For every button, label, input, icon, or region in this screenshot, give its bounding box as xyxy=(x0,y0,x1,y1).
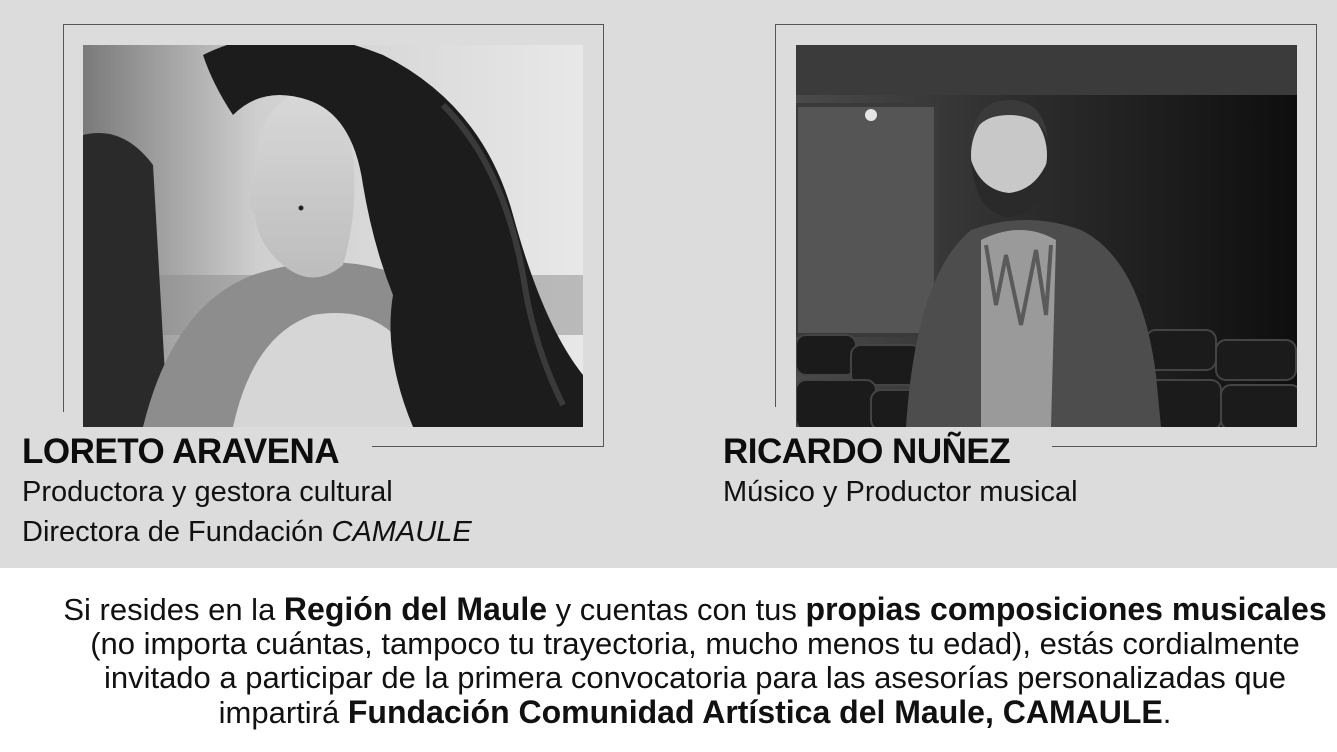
organization-name: CAMAULE xyxy=(331,516,472,548)
invite-bold-region: Región del Maule xyxy=(283,591,548,627)
speaker-role-ricardo: Músico y Productor musical xyxy=(723,476,1078,508)
invite-text-2: y cuentas con tus xyxy=(547,592,806,627)
right-frame-right xyxy=(1316,24,1317,447)
invite-bold-compositions: propias composiciones musicales xyxy=(805,591,1327,627)
speaker-role-loreto-line1: Productora y gestora cultural xyxy=(22,476,393,508)
speaker-name-loreto: LORETO ARAVENA xyxy=(22,432,340,471)
invite-text-3: (no importa cuántas, tampoco tu trayectoria, mucho menos tu edad), estás cordialmente invitado a participar de la primera convocatoria para las asesorías personalizadas que impartirá xyxy=(90,626,1300,730)
invitation-paragraph xyxy=(60,592,1330,730)
right-frame-left xyxy=(775,24,776,407)
speaker-role-loreto-line2 xyxy=(22,512,472,552)
right-frame-top xyxy=(775,24,1317,25)
left-frame-bottom xyxy=(372,446,604,447)
invite-bold-foundation: Fundación Comunidad Artística del Maule, CAMAULE xyxy=(347,694,1163,730)
woman-portrait-photo xyxy=(83,45,583,427)
man-in-theater-photo xyxy=(796,45,1297,427)
left-frame-left xyxy=(63,24,64,412)
role-text: Directora de Fundación xyxy=(22,516,332,548)
invite-text-4: . xyxy=(1162,695,1172,730)
left-frame-right xyxy=(603,24,604,447)
invite-text-1: Si resides en la xyxy=(63,592,284,627)
speaker-name-ricardo: RICARDO NUÑEZ xyxy=(723,432,1011,471)
right-frame-bottom xyxy=(1052,446,1317,447)
left-frame-top xyxy=(63,24,604,25)
